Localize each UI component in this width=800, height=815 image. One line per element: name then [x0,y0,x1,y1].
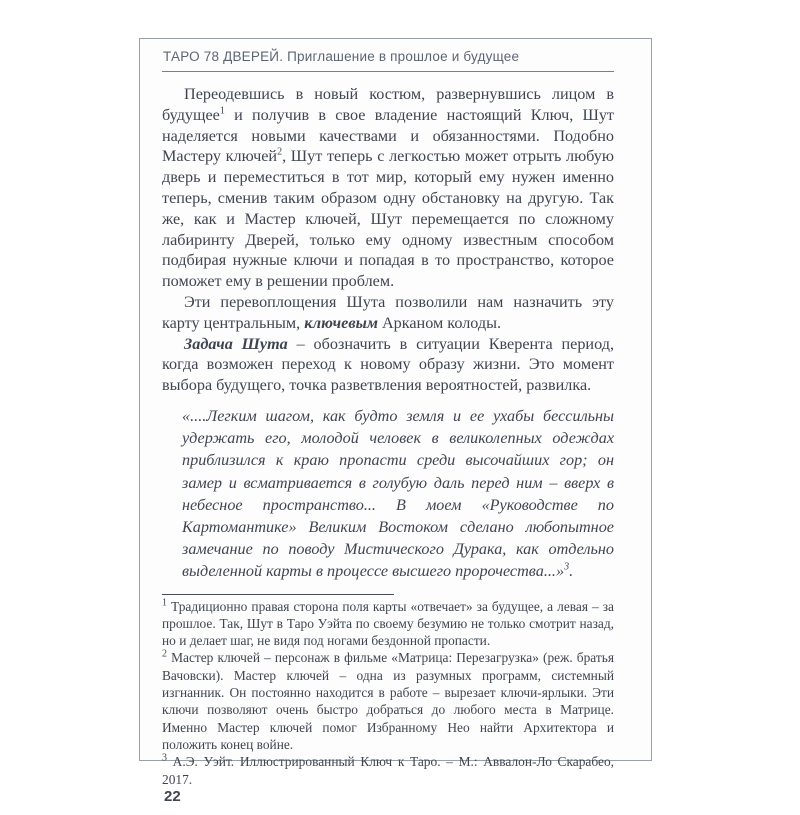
footnote-ref-1: 1 [219,105,225,117]
emphasis-task-of-fool: Задача Шута [184,334,288,353]
text-run: «....Легким шагом, как будто земля и ее ухабы бессильны удержать его, молодой человек в великолепных одеждах приблизился к краю пропасти среди высочайших гор; он замер и всматривается в голубую даль перед ним – вверх в небесное пространство... В моем «Руководстве по Картомантике» Великим Востоком сделано любопытное замечание по поводу Мистического Дурака, как отдельно выделенной карты в процессе высшего пророчества...» [182,406,614,581]
emphasis-keyword: ключевым [304,313,378,332]
footnote-text: А.Э. Уэйт. Иллюстрированный Ключ к Таро. – М.: Аввалон-Ло Скарабео, 2017. [162,754,614,787]
text-run: . [569,562,574,581]
footnotes [162,598,614,788]
paragraph-3 [162,334,614,396]
footnote-separator [162,594,394,595]
footnote-text: Традиционно правая сторона поля карты «отвечает» за будущее, а левая – за прошлое. Так, Шут в Таро Уэйта по своему безумию не только смотрит назад, но и делает шаг, не видя под ногами бездонной пропасти. [162,598,614,649]
footnote-marker-3: 3 [162,752,167,764]
running-header [162,45,614,72]
text-run: , Шут теперь с легкостью может отрыть любую дверь и переместиться в тот мир, который ему нужен именно теперь, сменив таким образом одну обстановку на другую. Так же, как и Мастер ключей, Шут перемещается по сложному лабиринту Дверей, только ему одному известным способом подбирая нужные ключи и попадая в то пространство, которое поможет ему в решении проблем. [162,147,614,291]
quotation-block [182,405,614,583]
footnote-ref-3: 3 [564,561,570,573]
footnote-3 [162,753,614,788]
book-page [139,38,652,805]
text-run: – обозначить в ситуации Кверента период, когда возможен переход к новому образу жизни. Это момент выбора будущего, точка разветвления вероятностей, развилка. [162,334,614,395]
paragraph-1 [162,84,614,292]
footnote-marker-1: 1 [162,597,167,609]
text-run: Арканом колоды. [377,313,502,332]
text-run: Переодевшись в новый костюм, развернувшись лицом в будущее [162,85,614,124]
footnote-text: Мастер ключей – персонаж в фильме «Матрица: Перезагрузка» (реж. братья Вачовски). Мастер ключей – одна из разумных программ, системный изгнанник. Он постоянно находится в работе – вырезает ключи-ярлыки. Эти ключи позволяют очень быстро добраться до любого места в Матрице. Именно Мастер ключей помог Избранному Нео найти Архитектора и положить конец войне. [162,650,614,752]
running-header-title: ТАРО 78 ДВЕРЕЙ. Приглашение в прошлое и будущее [163,49,520,64]
text-run: Эти перевоплощения Шута позволили нам назначить эту карту центральным, [162,292,614,332]
page-number: 22 [164,787,181,805]
footnote-ref-2: 2 [277,147,283,158]
paragraph-2 [162,292,614,334]
page-body [162,84,614,583]
footnote-marker-2: 2 [162,649,167,660]
text-run: и получив в свое владение настоящий Ключ, Шут наделяется новыми качествами и обязанностями. Подобно Мастеру ключей [162,105,614,166]
footnote-2 [162,649,614,753]
footnote-1 [162,598,614,650]
